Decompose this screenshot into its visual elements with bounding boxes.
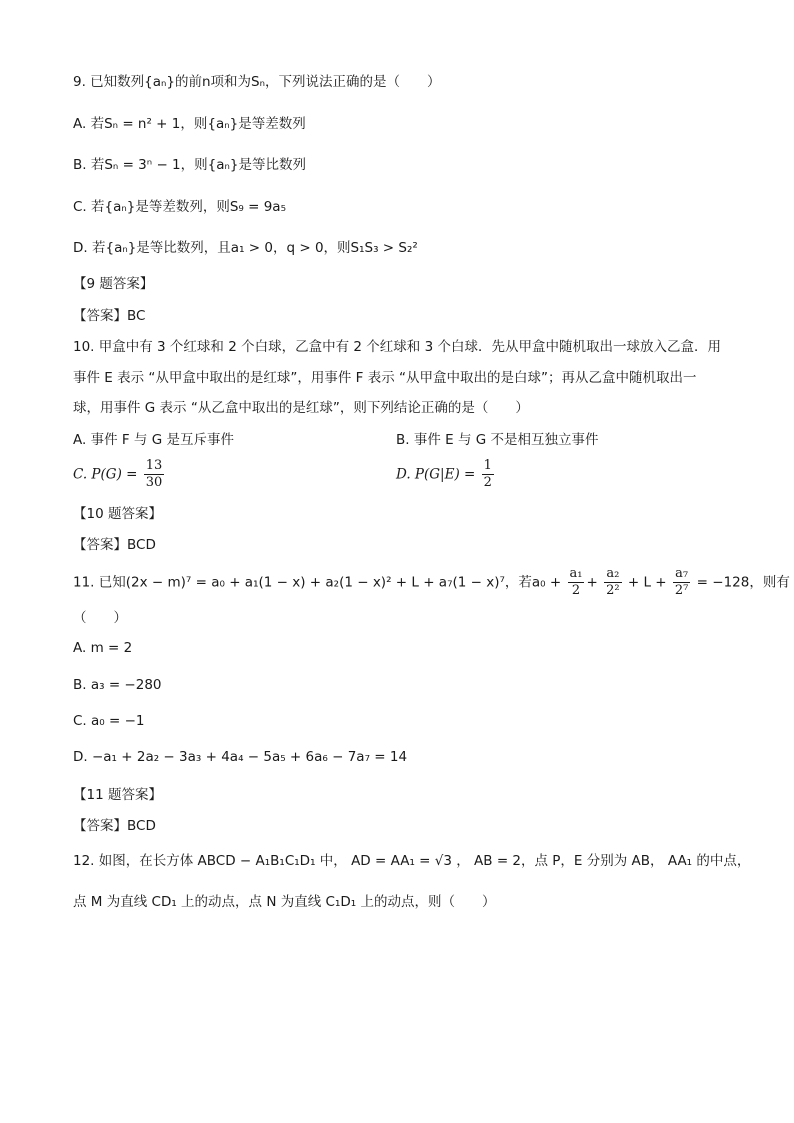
q10-option-b: B. 事件 E 与 G 不是相互独立事件	[396, 432, 599, 448]
q10-option-c-denominator: 30	[145, 475, 163, 490]
q10-option-c-numerator: 13	[145, 458, 163, 473]
q11-fraction-1-num: a₁	[569, 566, 583, 581]
q11-answer: 【答案】BCD	[73, 818, 156, 834]
q10-stem-line1: 10. 甲盒中有 3 个红球和 2 个白球，乙盒中有 2 个红球和 3 个白球．先从甲盒中随机取出一球放入乙盒．用	[73, 339, 721, 355]
q10-option-d-numerator: 1	[483, 458, 492, 473]
q12-stem-line2: 点 M 为直线 CD₁ 上的动点，点 N 为直线 C₁D₁ 上的动点，则（ ）	[73, 894, 496, 910]
q10-option-d-prefix: D. P(G|E) =	[396, 466, 476, 483]
q11-stem-end: = −128，则有	[696, 574, 790, 591]
q11-option-b: B. a₃ = −280	[73, 677, 162, 693]
q10-option-a: A. 事件 F 与 G 是互斥事件	[73, 432, 234, 448]
q10-option-c	[73, 458, 166, 491]
q11-option-a: A. m = 2	[73, 640, 133, 656]
q10-option-d-denominator: 2	[483, 475, 492, 490]
q12-stem-line1: 12. 如图，在长方体 ABCD − A₁B₁C₁D₁ 中， AD = AA₁ = √3 ， AB = 2，点 P，E 分别为 AB， AA₁ 的中点，	[73, 853, 751, 869]
q11-fraction-3-den: 2⁷	[674, 583, 689, 598]
q11-fraction-2-num: a₂	[604, 566, 621, 583]
q9-answer-tag: 【9 题答案】	[73, 276, 154, 292]
q11-stem-line1: 11. 已知(2x − m)⁷ = a₀ + a₁(1 − x) + a₂(1 − x)² + L + a₇(1 − x)⁷，若a₀ + $\frac{\text{a₁}}{2}$ + $\frac{\text{a₂}}{\text{2²}}$ + L + $\frac{\text{a₇}}{\text{2⁷}}$ = −128，则有	[73, 566, 790, 598]
q9-option-b: B. 若Sₙ = 3ⁿ − 1，则{aₙ}是等比数列	[73, 157, 306, 173]
q11-fraction-2-den: 2²	[606, 583, 620, 598]
q11-stem-mid: + L +	[627, 574, 667, 591]
q11-fraction-2	[604, 566, 621, 599]
q10-stem-line2: 事件 E 表示 “从甲盒中取出的是红球”，用事件 F 表示 “从甲盒中取出的是白球”；再从乙盒中随机取出一	[73, 370, 697, 386]
q11-fraction-3	[673, 566, 690, 599]
q9-option-c: C. 若{aₙ}是等差数列，则S₉ = 9a₅	[73, 199, 286, 215]
q11-stem-line2: （ ）	[73, 610, 127, 626]
q9-answer: 【答案】BC	[73, 308, 146, 324]
q10-option-d	[396, 458, 496, 491]
q10-stem-line3: 球，用事件 G 表示 “从乙盒中取出的是红球”，则下列结论正确的是（ ）	[73, 400, 529, 416]
q11-answer-tag: 【11 题答案】	[73, 787, 162, 803]
q9-stem: 9. 已知数列{aₙ}的前n项和为Sₙ，下列说法正确的是（ ）	[73, 74, 441, 90]
q10-answer: 【答案】BCD	[73, 537, 156, 553]
q10-option-c-fraction	[144, 458, 165, 491]
q11-option-c: C. a₀ = −1	[73, 713, 145, 729]
q10-option-c-prefix: C. P(G) =	[73, 466, 138, 483]
q10-option-d-fraction	[482, 458, 494, 491]
q11-stem-start: 11. 已知(2x − m)⁷ = a₀ + a₁(1 − x) + a₂(1 − x)² + L + a₇(1 − x)⁷，若a₀ +	[73, 574, 562, 591]
q11-option-d: D. −a₁ + 2a₂ − 3a₃ + 4a₄ − 5a₅ + 6a₆ − 7a₇ = 14	[73, 749, 408, 765]
q9-option-d: D. 若{aₙ}是等比数列，且a₁ > 0，q > 0，则S₁S₃ > S₂²	[73, 240, 418, 256]
q11-fraction-1-den: 2	[571, 583, 581, 598]
q10-answer-tag: 【10 题答案】	[73, 506, 162, 522]
q9-option-a: A. 若Sₙ = n² + 1，则{aₙ}是等差数列	[73, 116, 306, 132]
q11-fraction-3-num: a₇	[673, 566, 690, 583]
q11-fraction-1	[568, 566, 585, 599]
